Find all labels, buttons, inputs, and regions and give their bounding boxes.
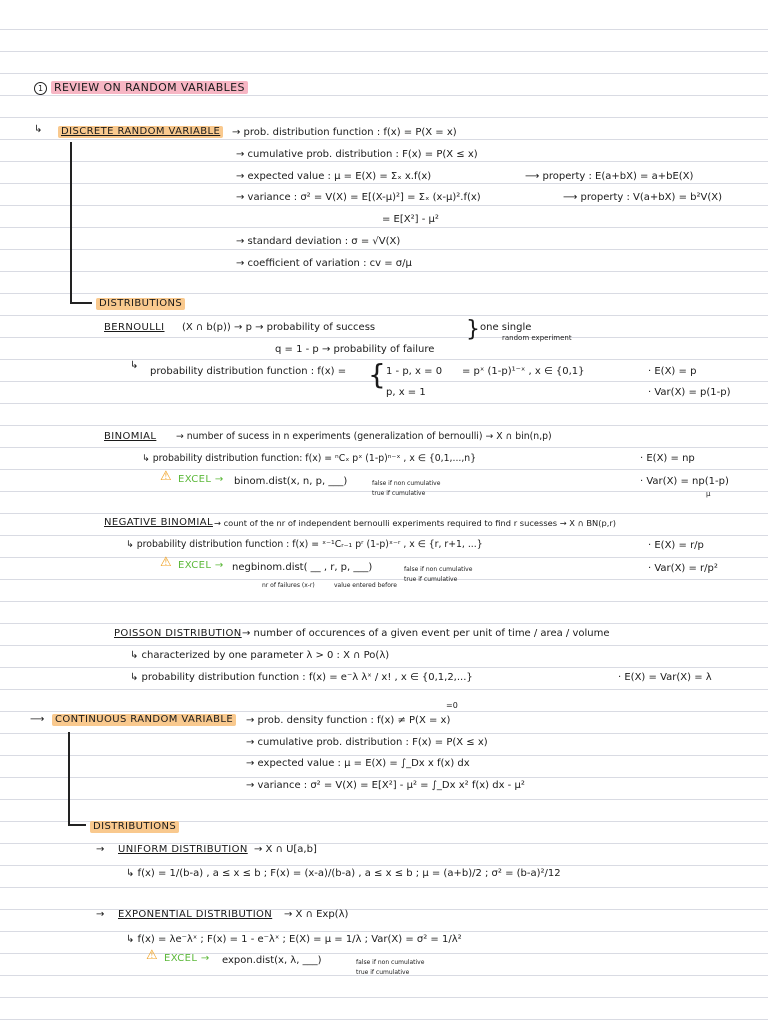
negbinomial-value-note: value entered before (334, 582, 397, 589)
negbinomial-desc: → count of the nr of independent bernoulli experiments required to find r sucesses → X ∩ BN(p,r) (214, 518, 617, 528)
negbinomial-warning-icon: ⚠ (160, 555, 172, 570)
negbinomial-false-note: false if non cumulative (404, 566, 473, 573)
bernoulli-brace: } (466, 317, 480, 342)
discrete-variance-line: → variance : σ² = V(X) = E[(X-μ)²] = Σₓ (x-μ)².f(x) (236, 192, 481, 203)
exponential-false-note: false if non cumulative (356, 959, 425, 966)
continuous-eq0: =0 (446, 701, 458, 710)
bernoulli-q-line: q = 1 - p → probability of failure (275, 344, 435, 355)
poisson-title: POISSON DISTRIBUTION (114, 628, 242, 639)
continuous-expected-line: → expected value : μ = E(X) = ∫_Dx x f(x) dx (246, 758, 470, 769)
negbinomial-title: NEGATIVE BINOMIAL (104, 517, 213, 528)
bernoulli-pdf-label: probability distribution function : f(x) = (150, 366, 347, 377)
binomial-warning-icon: ⚠ (160, 469, 172, 484)
binomial-mean: · E(X) = np (640, 453, 695, 464)
poisson-pdf: ↳ probability distribution function : f(x) = e⁻λ λˣ / x! , x ∈ {0,1,2,...} (130, 672, 473, 683)
continuous-heading: CONTINUOUS RANDOM VARIABLE (52, 714, 236, 726)
exponential-excel-label: EXCEL → (164, 953, 210, 964)
negbinomial-failures-note: nr of failures (x-r) (262, 582, 315, 589)
binomial-false-note: false if non cumulative (372, 480, 441, 487)
exponential-formula: ↳ f(x) = λe⁻λˣ ; F(x) = 1 - e⁻λˣ ; E(X) = μ = 1/λ ; Var(X) = σ² = 1/λ² (126, 934, 462, 945)
discrete-property-2: ⟶ property : V(a+bX) = b²V(X) (563, 192, 722, 203)
poisson-mean: · E(X) = Var(X) = λ (618, 672, 712, 683)
bernoulli-mean: · E(X) = p (648, 366, 697, 377)
continuous-tree-branch (68, 824, 86, 826)
exponential-notation: → X ∩ Exp(λ) (284, 909, 349, 920)
negbinomial-pdf: ↳ probability distribution function : f(x) = ˣ⁻¹Cᵣ₋₁ pʳ (1-p)ˣ⁻ʳ , x ∈ {r, r+1, ...} (126, 539, 483, 550)
continuous-tree-line (68, 732, 70, 824)
binomial-var: · Var(X) = np(1-p) (640, 476, 729, 487)
poisson-desc: → number of occurences of a given event per unit of time / area / volume (242, 628, 610, 639)
binomial-var-note: μ (706, 490, 711, 498)
discrete-stddev-line: → standard deviation : σ = √V(X) (236, 236, 401, 247)
page-title-text: REVIEW ON RANDOM VARIABLES (51, 81, 248, 94)
discrete-distributions-label: DISTRIBUTIONS (96, 298, 185, 310)
discrete-variance-alt: = E[X²] - μ² (382, 214, 439, 225)
bernoulli-compact: = pˣ (1-p)¹⁻ˣ , x ∈ {0,1} (462, 366, 585, 377)
bernoulli-note-2: random experiment (502, 334, 572, 342)
negbinomial-var: · Var(X) = r/p² (648, 563, 718, 574)
exponential-title: EXPONENTIAL DISTRIBUTION (118, 909, 273, 920)
discrete-tree-branch (70, 302, 92, 304)
continuous-cdf-line: → cumulative prob. distribution : F(x) = P(X ≤ x) (246, 737, 488, 748)
bernoulli-title: BERNOULLI (104, 322, 165, 333)
negbinomial-true-note: true if cumulative (404, 576, 458, 583)
uniform-title: UNIFORM DISTRIBUTION (118, 844, 248, 855)
discrete-property-1: ⟶ property : E(a+bX) = a+bE(X) (525, 171, 694, 182)
continuous-variance-line: → variance : σ² = V(X) = E[X²] - μ² = ∫_Dx x² f(x) dx - μ² (246, 780, 525, 791)
poisson-param: ↳ characterized by one parameter λ > 0 : X ∩ Po(λ) (130, 650, 390, 661)
continuous-arrow: ⟶ (30, 714, 45, 725)
binomial-title: BINOMIAL (104, 431, 157, 442)
negbinomial-mean: · E(X) = r/p (648, 540, 704, 551)
discrete-pdf-line: → prob. distribution function : f(x) = P(X = x) (232, 127, 457, 138)
discrete-tree-line (70, 142, 72, 302)
continuous-distributions-label: DISTRIBUTIONS (90, 821, 179, 833)
uniform-formula: ↳ f(x) = 1/(b-a) , a ≤ x ≤ b ; F(x) = (x-a)/(b-a) , a ≤ x ≤ b ; μ = (a+b)/2 ; σ² = (b-a)²/12 (126, 868, 561, 879)
bernoulli-case-brace: { (368, 358, 386, 391)
bernoulli-var: · Var(X) = p(1-p) (648, 387, 731, 398)
exponential-warning-icon: ⚠ (146, 948, 158, 963)
discrete-heading: DISCRETE RANDOM VARIABLE (58, 126, 223, 138)
continuous-pdf-line: → prob. density function : f(x) ≠ P(X = x) (246, 715, 451, 726)
negbinomial-excel-fn: negbinom.dist( __ , r, p, ___) (232, 562, 373, 573)
discrete-expected-line: → expected value : μ = E(X) = Σₓ x.f(x) (236, 171, 432, 182)
binomial-desc: → number of sucess in n experiments (generalization of bernoulli) → X ∩ bin(n,p) (176, 431, 552, 442)
bernoulli-notation: (X ∩ b(p)) → p → probability of success (182, 322, 376, 333)
discrete-cv-line: → coefficient of variation : cv = σ/μ (236, 258, 412, 269)
binomial-true-note: true if cumulative (372, 490, 426, 497)
negbinomial-excel-label: EXCEL → (178, 560, 224, 571)
uniform-notation: → X ∩ U[a,b] (254, 844, 317, 855)
exponential-arrow: → (96, 909, 105, 920)
section-number: 1 (34, 82, 47, 95)
bernoulli-pdf-arrow: ↳ (130, 360, 139, 371)
binomial-excel-fn: binom.dist(x, n, p, ___) (234, 476, 348, 487)
exponential-excel-fn: expon.dist(x, λ, ___) (222, 955, 322, 966)
binomial-excel-label: EXCEL → (178, 474, 224, 485)
binomial-pdf: ↳ probability distribution function: f(x) = ⁿCₓ pˣ (1-p)ⁿ⁻ˣ , x ∈ {0,1,...,n} (142, 453, 477, 464)
page-title (34, 82, 248, 95)
discrete-cdf-line: → cumulative prob. distribution : F(x) = P(X ≤ x) (236, 149, 478, 160)
bernoulli-note-1: one single (480, 322, 532, 333)
bernoulli-case-1: 1 - p, x = 0 (386, 366, 443, 377)
exponential-true-note: true if cumulative (356, 969, 410, 976)
uniform-arrow: → (96, 844, 105, 855)
discrete-heading-arrow: ↳ (34, 124, 43, 135)
bernoulli-case-2: p, x = 1 (386, 387, 426, 398)
